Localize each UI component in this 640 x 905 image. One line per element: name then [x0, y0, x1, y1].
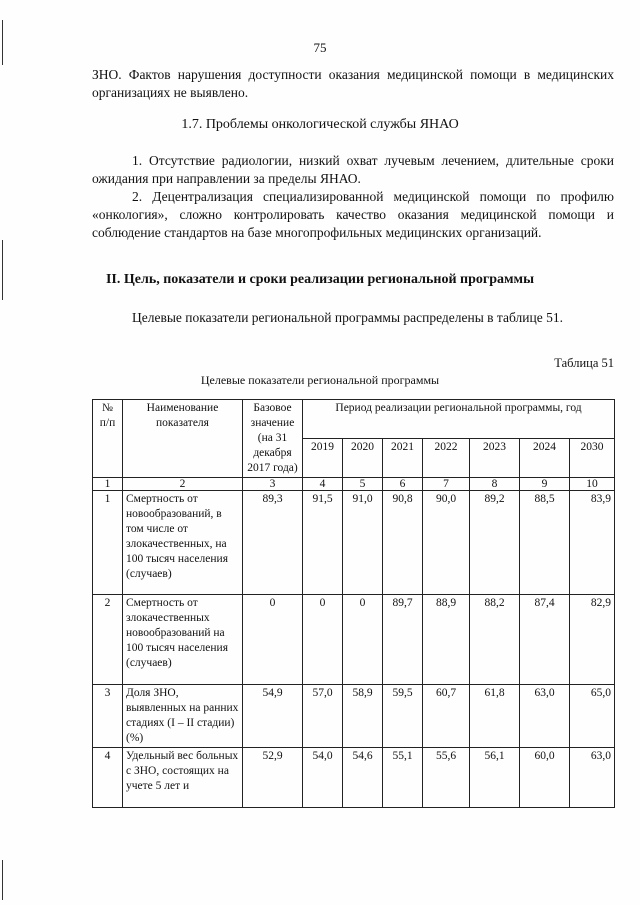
row-value: 0: [343, 595, 383, 685]
row-value: 0: [303, 595, 343, 685]
index-cell: 8: [470, 478, 520, 491]
table-index-row: [93, 478, 615, 491]
row-value: 87,4: [520, 595, 570, 685]
header-year: 2022: [423, 439, 470, 478]
header-year: 2021: [383, 439, 423, 478]
index-cell: 9: [520, 478, 570, 491]
row-value: 91,5: [303, 491, 343, 595]
row-name: Смертность от новообразований, в том числе от злокачественных, на 100 тысяч населения (случаев): [123, 491, 243, 595]
row-name: Смертность от злокачественных новообразований на 100 тысяч населения (случаев): [123, 595, 243, 685]
table-row: [93, 748, 615, 808]
section-2-paragraph: Целевые показатели региональной программы распределены в таблице 51.: [132, 310, 563, 325]
index-cell: 6: [383, 478, 423, 491]
row-value: 90,8: [383, 491, 423, 595]
indicators-table: [92, 399, 615, 808]
row-value: 61,8: [470, 685, 520, 748]
table-row: [93, 595, 615, 685]
row-value: 54,6: [343, 748, 383, 808]
index-cell: 4: [303, 478, 343, 491]
table-header-row: [93, 400, 615, 439]
page-number: 75: [313, 40, 327, 55]
row-base: 52,9: [243, 748, 303, 808]
header-base: Базовое значение (на 31 декабря 2017 года): [243, 400, 303, 478]
row-value: 88,5: [520, 491, 570, 595]
row-value: 55,6: [423, 748, 470, 808]
row-value: 83,9: [570, 491, 615, 595]
table-row: [93, 685, 615, 748]
index-cell: 7: [423, 478, 470, 491]
header-name: Наименование показателя: [123, 400, 243, 478]
row-value: 60,7: [423, 685, 470, 748]
problem-item-2: 2. Децентрализация специализированной медицинской помощи по профилю «онкология», сложно контролировать качество оказания медицинской помощи и соблюдение стандартов на базе многопрофильных медицинских организаций.: [92, 189, 614, 240]
row-value: 63,0: [570, 748, 615, 808]
header-num: № п/п: [93, 400, 123, 478]
section-2-title: II. Цель, показатели и сроки реализации региональной программы: [105, 272, 535, 287]
row-value: 65,0: [570, 685, 615, 748]
header-year: 2030: [570, 439, 615, 478]
table-row: [93, 491, 615, 595]
header-year: 2020: [343, 439, 383, 478]
header-year: 2019: [303, 439, 343, 478]
table-caption: Целевые показатели региональной программы: [200, 373, 440, 387]
header-period: Период реализации региональной программы, год: [303, 400, 615, 439]
section-1-7-title: 1.7. Проблемы онкологической службы ЯНАО: [181, 117, 459, 132]
row-value: 55,1: [383, 748, 423, 808]
row-value: 88,9: [423, 595, 470, 685]
row-name: Доля ЗНО, выявленных на ранних стадиях (I – II стадии) (%): [123, 685, 243, 748]
row-num: 2: [93, 595, 123, 685]
row-value: 60,0: [520, 748, 570, 808]
scan-mark: [2, 20, 3, 65]
row-value: 56,1: [470, 748, 520, 808]
row-name: Удельный вес больных с ЗНО, состоящих на учете 5 лет и: [123, 748, 243, 808]
header-year: 2024: [520, 439, 570, 478]
row-value: 88,2: [470, 595, 520, 685]
row-value: 57,0: [303, 685, 343, 748]
index-cell: 3: [243, 478, 303, 491]
index-cell: 5: [343, 478, 383, 491]
index-cell: 1: [93, 478, 123, 491]
problem-item-1: 1. Отсутствие радиологии, низкий охват лучевым лечением, длительные сроки ожидания при направлении за пределы ЯНАО.: [92, 153, 614, 186]
row-value: 63,0: [520, 685, 570, 748]
row-value: 58,9: [343, 685, 383, 748]
row-value: 91,0: [343, 491, 383, 595]
row-value: 90,0: [423, 491, 470, 595]
row-value: 82,9: [570, 595, 615, 685]
row-value: 54,0: [303, 748, 343, 808]
intro-paragraph: ЗНО. Фактов нарушения доступности оказания медицинской помощи в медицинских организациях не выявлено.: [92, 67, 614, 100]
row-base: 54,9: [243, 685, 303, 748]
scan-mark: [2, 860, 3, 900]
row-base: 0: [243, 595, 303, 685]
row-num: 3: [93, 685, 123, 748]
row-num: 1: [93, 491, 123, 595]
row-num: 4: [93, 748, 123, 808]
row-value: 59,5: [383, 685, 423, 748]
header-year: 2023: [470, 439, 520, 478]
row-base: 89,3: [243, 491, 303, 595]
scan-mark: [2, 240, 3, 300]
index-cell: 2: [123, 478, 243, 491]
row-value: 89,7: [383, 595, 423, 685]
row-value: 89,2: [470, 491, 520, 595]
index-cell: 10: [570, 478, 615, 491]
table-label: Таблица 51: [554, 356, 614, 370]
